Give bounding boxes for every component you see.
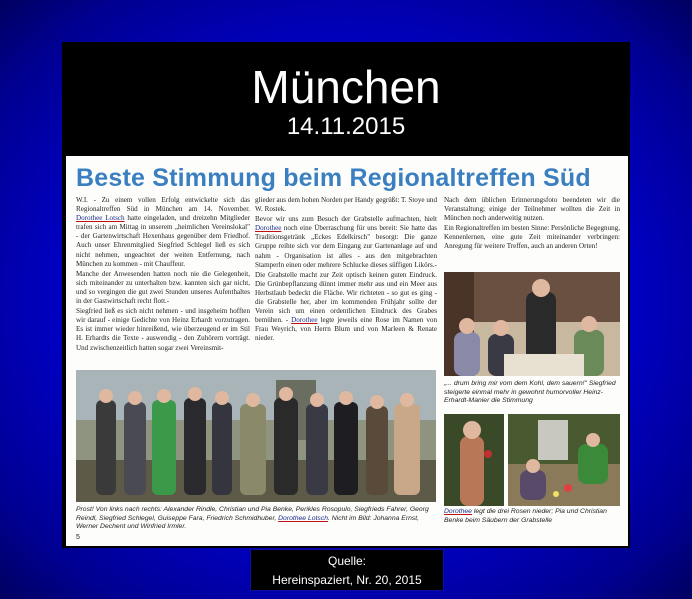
rose-photo (444, 414, 504, 506)
article-column-1 (76, 196, 250, 354)
grave-photo-caption (444, 508, 620, 525)
source-text: Hereinspaziert, Nr. 20, 2015 (272, 573, 422, 587)
group-photo-illustration (76, 370, 436, 502)
source-box (250, 549, 444, 591)
text-run: legte jeweils eine Rose im Namen von Frau Weyrich, von Herrn Blum und von Marleen & Renate nieder. (255, 316, 437, 343)
paragraph: Siegfried ließ es sich nicht nehmen - und insgeheim hofften wir darauf - einige Gedichte von Heinz Erhardt vorzutragen. Es ist immer wieder hinreißend, wie überzeugend er im Stil H. Erhardts die Texte - auswendig - den Zuhörern vorträgt. Und zwischenzeitlich hatten sogar zwei Vereinsmit- (76, 307, 250, 352)
grave-cleaning-photo (508, 414, 620, 506)
grave-cleaning-photo-illustration (508, 414, 620, 506)
text-run: W.I. - Zu einem vollen Erfolg entwickelte sich das Regionaltreffen Süd in München am 14. November. (76, 196, 250, 214)
page-title: München (251, 61, 441, 113)
highlighted-name: Dorothee (255, 224, 282, 233)
caption-text: legt die drei Rosen nieder; Pia und Christian Benke beim Säubern der Grabstelle (444, 508, 607, 524)
page-number: 5 (76, 534, 80, 541)
article-column-2 (255, 196, 437, 345)
text-run: noch eine Überraschung für uns bereit: Sie hatte das Traditionsgetränk „Eckes Edelkirsch" besorgt: Die ganze Gruppe reihte sich vor dem Eingang zur Gartenanlage auf und nahm - Organisation ist alles - aus den mitgebrachten Stamperln einen oder mehrere Schlucke dieses süffigen Likörs.- (255, 224, 437, 269)
highlighted-name: Dorothee Lotsch (76, 214, 125, 223)
paragraph: Nach dem üblichen Erinnerungsfoto beendeten wir die Veranstaltung; einige der Teilnehmer wollten die Zeit in München noch anderweitig nutzen. (444, 196, 620, 223)
source-label: Quelle: (327, 554, 367, 568)
highlighted-name: Dorothee (444, 508, 472, 515)
text-run: Bevor wir uns zum Besuch der Grabstelle aufmachten, hielt (255, 215, 437, 224)
rose-photo-illustration (444, 414, 504, 506)
caption-text: Prost! Von links nach rechts: Alexander Rindle, Christian und Pia Benke, Perikles Rosopulo, Siegfrieds Fahrer, Georg Reindl, Siegfried Schlegel, Guiseppe Fara, Friedrich Schmidhuber, (76, 506, 429, 522)
paragraph (255, 271, 437, 344)
article-headline: Beste Stimmung beim Regionaltreffen Süd (76, 164, 591, 192)
group-photo (76, 370, 436, 502)
highlighted-name: Dorothee (291, 316, 318, 325)
recital-photo (444, 272, 620, 376)
text-run: Die Grabstelle macht zur Zeit optisch keinen guten Eindruck. Die Grünbepflanzung dünnt immer mehr aus und ein Meer aus Herbstlaub bedeckt die Fläche. Wir richteten - so gut es ging - die Grabstelle her, aber im kommenden Frühjahr sollte der Verein sich um einen ordentlichen Eindruck des Grabes bemühen. - (255, 270, 437, 325)
paragraph: glieder aus dem hohen Norden per Handy gegrüßt: T. Stoye und W. Rostek. (255, 196, 437, 214)
recital-photo-caption: „... drum bring mir vom dem Kohl, dem sauern!" Siegfried steigerte einmal mehr in gewohnt humorvoller Heinz-Erhardt-Manier die Stimmung (444, 380, 616, 405)
page-date: 14.11.2015 (286, 113, 406, 140)
group-photo-caption (76, 506, 436, 532)
article-column-3 (444, 196, 620, 253)
newspaper-clipping (66, 156, 628, 546)
paragraph (76, 196, 250, 269)
paragraph (255, 215, 437, 270)
paragraph: Ein Regionaltreffen im besten Sinne: Persönliche Begegnung, Kennenlernen, eine gute Zeit miteinander verbringen: Anregung für weitere Treffen, auch an anderen Orten! (444, 224, 620, 251)
recital-photo-illustration (444, 272, 620, 376)
paragraph: Manche der Anwesenden hatten noch nie die Gelegenheit, sich miteinander zu unterhalten bzw. kannten sich gar nicht, und so vergingen die gut zwei Stunden unseres Aufenthaltes in der Gastwirtschaft recht flott.- (76, 269, 250, 306)
highlighted-name: Dorothee Lotsch (278, 514, 328, 522)
text-run: hatte eingeladen, und dreizehn Mitglieder trafen sich am Mittag in unserem „heimlichen Vereinslokal" - der Gartenwirtschaft Hexenhaus gegenüber dem Friedhof. Auch unser Ehrenmitglied Siegfried Schlegel ließ es sich nicht nehmen, ungeachtet der weiten Entfernung, nach München zu kommen - mit Chauffeur. (76, 214, 251, 268)
caption-text: . Nicht im Bild: Johanna Ernst, Werner Dechent und Winfried Irmler. (76, 514, 420, 531)
